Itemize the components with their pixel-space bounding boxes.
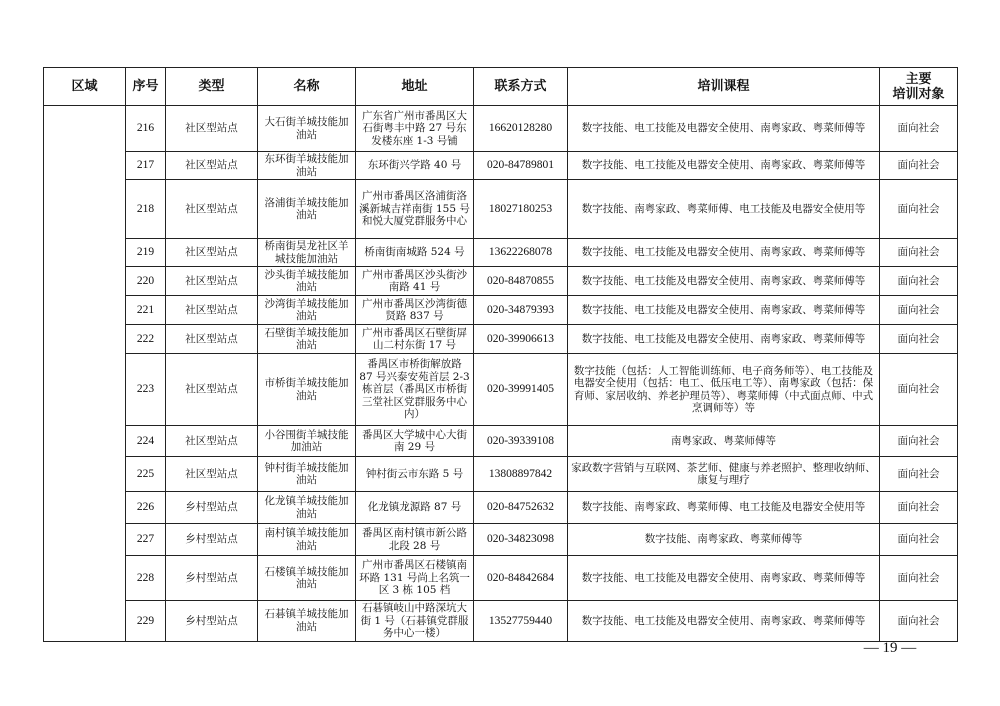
header-target-line1: 主要 [905, 71, 932, 87]
seq-cell: 225 [126, 457, 166, 492]
seq-cell: 227 [126, 524, 166, 556]
target-cell: 面向社会 [880, 457, 958, 492]
phone-cell: 020-84842684 [474, 556, 568, 601]
training-stations-table [43, 67, 958, 642]
target-cell: 面向社会 [880, 267, 958, 296]
address-cell: 广东省广州市番禺区大石街粤丰中路 27 号东发楼东座 1-3 号铺 [356, 106, 474, 152]
type-cell: 社区型站点 [166, 296, 258, 325]
type-cell: 社区型站点 [166, 239, 258, 267]
name-cell: 市桥街羊城技能加油站 [258, 354, 356, 426]
address-cell: 番禺区南村镇市新公路北段 28 号 [356, 524, 474, 556]
name-cell: 石碁镇羊城技能加油站 [258, 601, 356, 642]
type-cell: 乡村型站点 [166, 601, 258, 642]
name-cell: 化龙镇羊城技能加油站 [258, 492, 356, 524]
address-cell: 东环街兴学路 40 号 [356, 152, 474, 180]
seq-cell: 221 [126, 296, 166, 325]
seq-cell: 229 [126, 601, 166, 642]
phone-cell: 020-39991405 [474, 354, 568, 426]
phone-cell: 020-39339108 [474, 426, 568, 457]
seq-cell: 224 [126, 426, 166, 457]
name-cell: 南村镇羊城技能加油站 [258, 524, 356, 556]
target-cell: 面向社会 [880, 152, 958, 180]
name-cell: 洛浦街羊城技能加油站 [258, 180, 356, 239]
courses-cell: 数字技能、电工技能及电器安全使用、南粤家政、粤菜师傅等 [568, 152, 880, 180]
phone-cell: 13622268078 [474, 239, 568, 267]
type-cell: 社区型站点 [166, 106, 258, 152]
address-cell: 钟村街云市东路 5 号 [356, 457, 474, 492]
target-cell: 面向社会 [880, 524, 958, 556]
header-address: 地址 [356, 68, 474, 106]
phone-cell: 020-84870855 [474, 267, 568, 296]
target-cell: 面向社会 [880, 426, 958, 457]
seq-cell: 217 [126, 152, 166, 180]
address-cell: 化龙镇龙源路 87 号 [356, 492, 474, 524]
target-cell: 面向社会 [880, 492, 958, 524]
courses-cell: 数字技能、电工技能及电器安全使用、南粤家政、粤菜师傅等 [568, 556, 880, 601]
courses-cell: 数字技能、南粤家政、粤菜师傅、电工技能及电器安全使用等 [568, 180, 880, 239]
phone-cell: 13527759440 [474, 601, 568, 642]
name-cell: 沙湾街羊城技能加油站 [258, 296, 356, 325]
phone-cell: 18027180253 [474, 180, 568, 239]
type-cell: 社区型站点 [166, 267, 258, 296]
target-cell: 面向社会 [880, 354, 958, 426]
header-seq: 序号 [126, 68, 166, 106]
address-cell: 广州市番禺区沙湾街德贤路 837 号 [356, 296, 474, 325]
target-cell: 面向社会 [880, 556, 958, 601]
type-cell: 社区型站点 [166, 152, 258, 180]
seq-cell: 222 [126, 325, 166, 354]
courses-cell: 数字技能、电工技能及电器安全使用、南粤家政、粤菜师傅等 [568, 601, 880, 642]
phone-cell: 13808897842 [474, 457, 568, 492]
phone-cell: 020-84752632 [474, 492, 568, 524]
header-row [44, 68, 958, 106]
phone-cell: 020-39906613 [474, 325, 568, 354]
name-cell: 钟村街羊城技能加油站 [258, 457, 356, 492]
target-cell: 面向社会 [880, 325, 958, 354]
header-target [880, 68, 958, 106]
header-target-line2: 培训对象 [892, 86, 945, 102]
courses-cell: 数字技能、南粤家政、粤菜师傅等 [568, 524, 880, 556]
type-cell: 社区型站点 [166, 354, 258, 426]
address-cell: 番禺区市桥街解放路 87 号兴泰安苑首层 2-3 栋首层（番禺区市桥街三堂社区党群服务中心内） [356, 354, 474, 426]
address-cell: 番禺区大学城中心大街南 29 号 [356, 426, 474, 457]
header-name: 名称 [258, 68, 356, 106]
seq-cell: 218 [126, 180, 166, 239]
target-cell: 面向社会 [880, 601, 958, 642]
type-cell: 乡村型站点 [166, 492, 258, 524]
address-cell: 广州市番禺区石楼镇南环路 131 号尚上名筑一区 3 栋 105 档 [356, 556, 474, 601]
page-number: — 19 — [863, 640, 917, 656]
address-cell: 广州市番禺区石壁街屏山二村东街 17 号 [356, 325, 474, 354]
seq-cell: 223 [126, 354, 166, 426]
target-cell: 面向社会 [880, 296, 958, 325]
phone-cell: 020-84789801 [474, 152, 568, 180]
target-cell: 面向社会 [880, 180, 958, 239]
courses-cell: 数字技能、电工技能及电器安全使用、南粤家政、粤菜师傅等 [568, 106, 880, 152]
address-cell: 桥南街南城路 524 号 [356, 239, 474, 267]
target-cell: 面向社会 [880, 106, 958, 152]
name-cell: 石壁街羊城技能加油站 [258, 325, 356, 354]
address-cell: 广州市番禺区洛浦街洛溪新城吉祥南街 155 号和悦大厦党群服务中心 [356, 180, 474, 239]
header-courses: 培训课程 [568, 68, 880, 106]
phone-cell: 16620128280 [474, 106, 568, 152]
name-cell: 小谷围街羊城技能加油站 [258, 426, 356, 457]
header-type: 类型 [166, 68, 258, 106]
type-cell: 社区型站点 [166, 325, 258, 354]
type-cell: 乡村型站点 [166, 556, 258, 601]
courses-cell: 数字技能、电工技能及电器安全使用、南粤家政、粤菜师傅等 [568, 296, 880, 325]
region-cell [44, 106, 126, 642]
name-cell: 大石街羊城技能加油站 [258, 106, 356, 152]
name-cell: 桥南街昊龙社区羊城技能加油站 [258, 239, 356, 267]
seq-cell: 216 [126, 106, 166, 152]
address-cell: 广州市番禺区沙头街沙南路 41 号 [356, 267, 474, 296]
target-cell: 面向社会 [880, 239, 958, 267]
seq-cell: 228 [126, 556, 166, 601]
courses-cell: 数字技能、电工技能及电器安全使用、南粤家政、粤菜师傅等 [568, 239, 880, 267]
courses-cell: 南粤家政、粤菜师傅等 [568, 426, 880, 457]
courses-cell: 数字技能、南粤家政、粤菜师傅、电工技能及电器安全使用等 [568, 492, 880, 524]
phone-cell: 020-34879393 [474, 296, 568, 325]
type-cell: 社区型站点 [166, 180, 258, 239]
header-region: 区域 [44, 68, 126, 106]
address-cell: 石碁镇岐山中路深坑大街 1 号（石碁镇党群服务中心一楼） [356, 601, 474, 642]
type-cell: 乡村型站点 [166, 524, 258, 556]
seq-cell: 219 [126, 239, 166, 267]
type-cell: 社区型站点 [166, 426, 258, 457]
seq-cell: 220 [126, 267, 166, 296]
name-cell: 石楼镇羊城技能加油站 [258, 556, 356, 601]
phone-cell: 020-34823098 [474, 524, 568, 556]
courses-cell: 家政数字营销与互联网、茶艺师、健康与养老照护、整理收纳师、康复与理疗 [568, 457, 880, 492]
table-body [44, 106, 958, 642]
courses-cell: 数字技能、电工技能及电器安全使用、南粤家政、粤菜师傅等 [568, 267, 880, 296]
name-cell: 沙头街羊城技能加油站 [258, 267, 356, 296]
courses-cell: 数字技能（包括：人工智能训练师、电子商务师等）、电工技能及电器安全使用（包括：电工、低压电工等）、南粤家政（包括：保育师、家居收纳、养老护理员等）、粤菜师傅（中式面点师、中式烹调师等）等 [568, 354, 880, 426]
seq-cell: 226 [126, 492, 166, 524]
header-contact: 联系方式 [474, 68, 568, 106]
name-cell: 东环街羊城技能加油站 [258, 152, 356, 180]
courses-cell: 数字技能、电工技能及电器安全使用、南粤家政、粤菜师傅等 [568, 325, 880, 354]
type-cell: 社区型站点 [166, 457, 258, 492]
